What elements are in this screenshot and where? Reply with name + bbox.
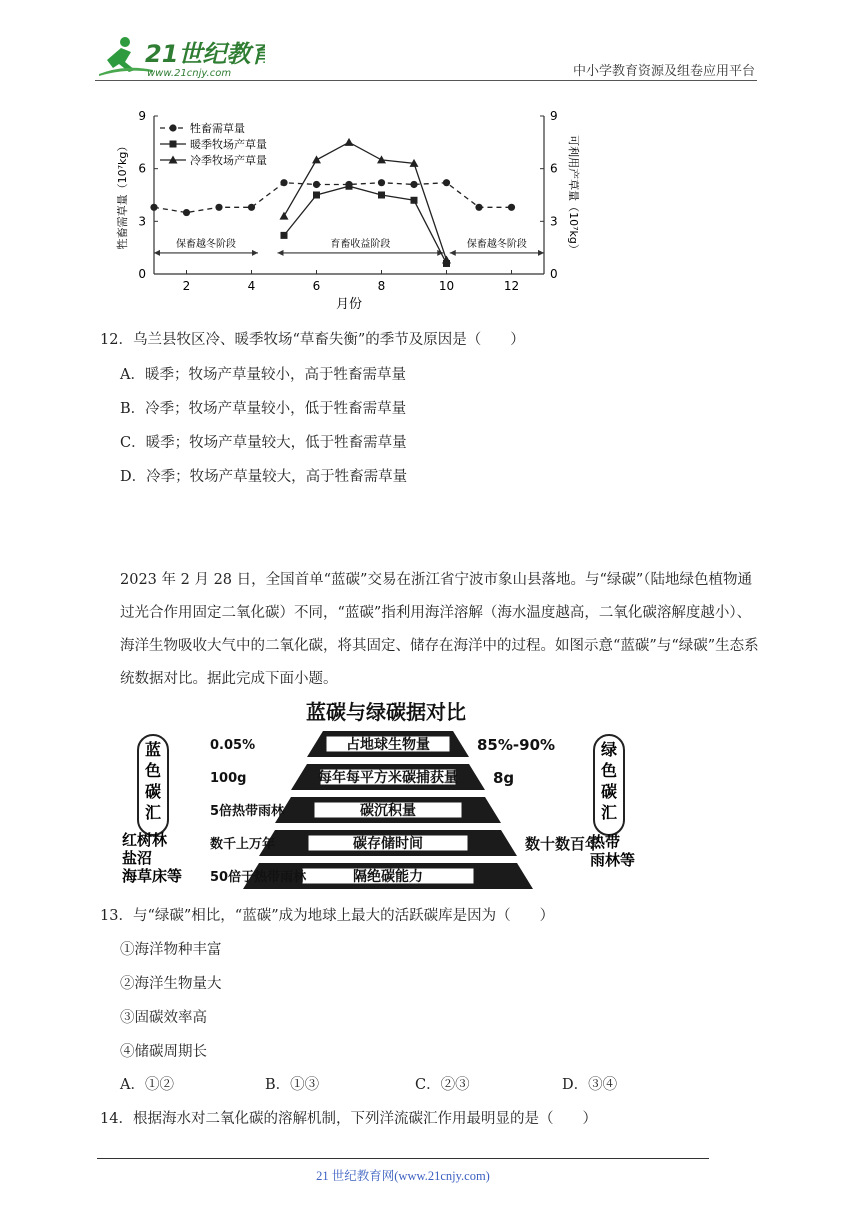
q13-item-2: ②海洋生物量大 bbox=[120, 976, 222, 992]
question-12-stem: 12．乌兰县牧区冷、暖季牧场“草畜失衡”的季节及原因是（ ） bbox=[100, 332, 525, 348]
figure-title: 蓝碳与绿碳据对比 bbox=[306, 700, 466, 724]
q13-item-1: ①海洋物种丰富 bbox=[120, 942, 222, 958]
green-carbon-value: 8g bbox=[493, 769, 515, 787]
q12-option-a[interactable]: A．暖季；牧场产草量较小，高于牲畜需草量 bbox=[120, 367, 406, 383]
stage-arrow-head bbox=[538, 250, 544, 256]
point-cold-pasture bbox=[345, 138, 354, 146]
green-tag-char-4: 汇 bbox=[600, 803, 618, 822]
blue-carbon-value: 50倍于热带雨林 bbox=[210, 870, 307, 885]
x-axis-label: 月份 bbox=[335, 297, 363, 312]
point-livestock-demand bbox=[280, 179, 287, 186]
point-warm-pasture bbox=[281, 232, 288, 239]
x-tick-label: 2 bbox=[182, 279, 191, 293]
blue-carbon-value: 数千上万年 bbox=[210, 837, 276, 852]
y-tick-label-right: 3 bbox=[550, 214, 558, 229]
q12-option-d[interactable]: D．冷季；牧场产草量较大，高于牲畜需草量 bbox=[120, 469, 408, 485]
band-label: 碳存储时间 bbox=[353, 836, 423, 852]
q12-option-c[interactable]: C．暖季；牧场产草量较大，低于牲畜需草量 bbox=[120, 435, 407, 451]
y-tick-label-left: 0 bbox=[138, 267, 146, 281]
y-tick-label-right: 6 bbox=[550, 161, 558, 176]
q13-option-b[interactable]: B．①③ bbox=[265, 1077, 320, 1093]
legend-marker-circle bbox=[169, 124, 176, 131]
x-tick-label: 10 bbox=[438, 279, 455, 293]
series-line-2 bbox=[284, 186, 447, 263]
blue-eco-1: 红树林 bbox=[122, 831, 168, 849]
point-livestock-demand bbox=[443, 179, 450, 186]
band-label: 占地球生物量 bbox=[346, 737, 430, 753]
carbon-comparison-figure bbox=[118, 695, 648, 895]
logo-url: www.21cnjy.com bbox=[147, 68, 232, 79]
x-tick-label: 12 bbox=[503, 279, 520, 293]
green-carbon-value: 85%-90% bbox=[477, 736, 556, 754]
x-tick-label: 6 bbox=[312, 279, 321, 293]
green-eco-1: 热带 bbox=[590, 833, 621, 851]
point-cold-pasture bbox=[377, 155, 386, 163]
point-livestock-demand bbox=[248, 204, 255, 211]
y-tick-label-left: 9 bbox=[138, 109, 146, 123]
stage-label: 保畜越冬阶段 bbox=[176, 238, 236, 250]
blue-tag-char-2: 色 bbox=[144, 761, 162, 780]
point-livestock-demand bbox=[183, 209, 190, 216]
q13-option-a[interactable]: A．①② bbox=[120, 1077, 174, 1093]
y-axis-label-left: 牲畜需草量（10⁷kg） bbox=[116, 140, 129, 250]
point-warm-pasture bbox=[411, 197, 418, 204]
point-cold-pasture bbox=[280, 212, 289, 220]
band-label: 碳沉积量 bbox=[360, 803, 416, 819]
point-livestock-demand bbox=[475, 204, 482, 211]
y-tick-label-left: 6 bbox=[138, 161, 146, 176]
y-tick-label-left: 3 bbox=[138, 214, 146, 229]
y-tick-label-right: 0 bbox=[550, 267, 558, 281]
point-livestock-demand bbox=[215, 204, 222, 211]
stage-arrow-head bbox=[154, 250, 160, 256]
series-line-1 bbox=[154, 183, 512, 213]
site-logo bbox=[95, 34, 265, 82]
green-tag-char-3: 碳 bbox=[600, 782, 618, 801]
blue-tag-char-1: 蓝 bbox=[144, 740, 162, 759]
blue-tag-char-3: 碳 bbox=[144, 782, 162, 801]
point-warm-pasture bbox=[313, 192, 320, 199]
green-tag-char-2: 色 bbox=[600, 761, 618, 780]
point-warm-pasture bbox=[346, 183, 353, 190]
logo-text: 21世纪教育 bbox=[145, 40, 265, 68]
blue-carbon-value: 5倍热带雨林 bbox=[210, 804, 285, 819]
legend-marker-square bbox=[170, 141, 177, 148]
point-cold-pasture bbox=[312, 155, 321, 163]
header-divider bbox=[95, 80, 757, 81]
header-platform-text: 中小学教育资源及组卷应用平台 bbox=[572, 64, 755, 79]
x-tick-label: 4 bbox=[247, 279, 256, 293]
question-14-stem: 14．根据海水对二氧化碳的溶解机制，下列洋流碳汇作用最明显的是（ ） bbox=[100, 1111, 597, 1127]
legend-label: 暖季牧场产草量 bbox=[190, 138, 267, 151]
blue-carbon-value: 100g bbox=[210, 771, 247, 786]
question-13-stem: 13．与“绿碳”相比，“蓝碳”成为地球上最大的活跃碳库是因为（ ） bbox=[100, 908, 555, 924]
grass-chart bbox=[110, 104, 580, 314]
green-eco-2: 雨林等 bbox=[590, 851, 636, 869]
q13-option-d[interactable]: D．③④ bbox=[562, 1077, 618, 1093]
legend-label: 冷季牧场产草量 bbox=[190, 154, 267, 167]
band-label: 隔绝碳能力 bbox=[353, 869, 423, 885]
blue-eco-2: 盐沼 bbox=[122, 849, 153, 867]
stage-label: 保畜越冬阶段 bbox=[466, 238, 527, 250]
point-warm-pasture bbox=[378, 192, 385, 199]
point-livestock-demand bbox=[410, 181, 417, 188]
blue-tag-char-4: 汇 bbox=[144, 803, 162, 822]
passage-text: 2023 年 2 月 28 日，全国首单“蓝碳”交易在浙江省宁波市象山县落地。与“绿碳”（陆地绿色植物通过光合作用固定二氧化碳）不同，“蓝碳”指利用海洋溶解（海水温度越高，二氧化碳溶解度越小）、海洋生物吸收大气中的二氧化碳，将其固定、储存在海洋中的过程。如图示意“蓝碳”与“绿碳”生态系统数据对比。据此完成下面小题。 bbox=[120, 572, 759, 687]
stage-arrow-head bbox=[278, 250, 284, 256]
blue-eco-3: 海草床等 bbox=[122, 867, 183, 885]
stage-arrow-head bbox=[450, 250, 456, 256]
q13-option-c[interactable]: C．②③ bbox=[415, 1077, 470, 1093]
y-tick-label-right: 9 bbox=[550, 109, 558, 123]
stage-label: 育畜收益阶段 bbox=[330, 238, 391, 250]
blue-carbon-value: 0.05% bbox=[210, 738, 256, 753]
green-carbon-value: 数十数百年 bbox=[525, 835, 601, 853]
q13-item-3: ③固碳效率高 bbox=[120, 1010, 207, 1026]
point-livestock-demand bbox=[150, 204, 157, 211]
q12-option-b[interactable]: B．冷季；牧场产草量较小，低于牲畜需草量 bbox=[120, 401, 407, 417]
footer-text: 21 世纪教育网(www.21cnjy.com) bbox=[316, 1169, 490, 1183]
q13-item-4: ④储碳周期长 bbox=[120, 1044, 207, 1060]
x-tick-label: 8 bbox=[377, 279, 386, 293]
stage-arrow-head bbox=[252, 250, 258, 256]
footer-divider bbox=[97, 1158, 709, 1159]
green-tag-char-1: 绿 bbox=[600, 740, 618, 759]
point-livestock-demand bbox=[313, 181, 320, 188]
point-livestock-demand bbox=[378, 179, 385, 186]
legend-label: 牲畜需草量 bbox=[190, 122, 245, 135]
y-axis-label-right: 可利用产草量（10⁷kg） bbox=[567, 135, 580, 255]
point-livestock-demand bbox=[508, 204, 515, 211]
band-label: 每年每平方米碳捕获量 bbox=[318, 770, 458, 786]
